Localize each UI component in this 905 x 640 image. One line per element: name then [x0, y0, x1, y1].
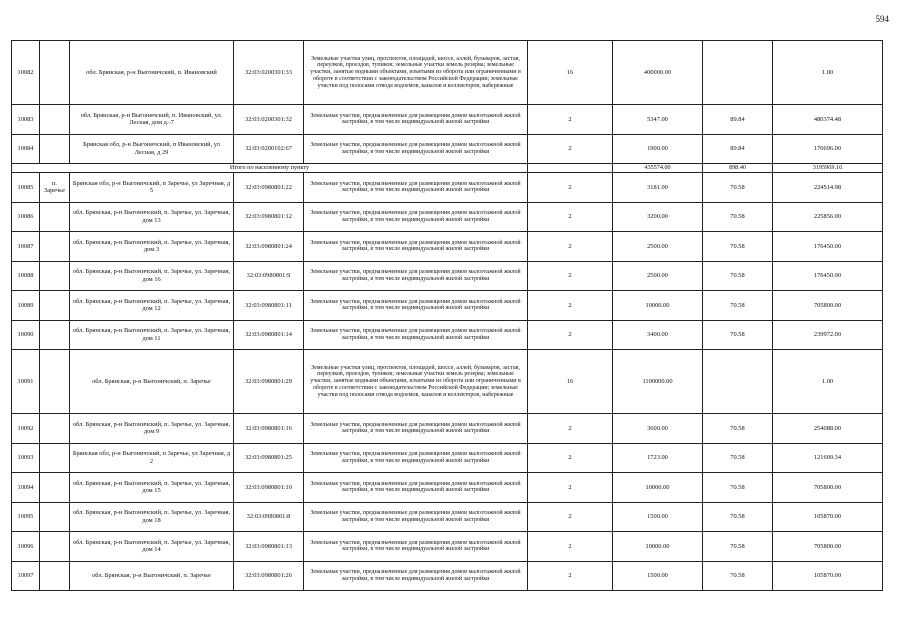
cell-region [40, 532, 70, 562]
cell-cadastral-value: 105870.00 [773, 561, 883, 591]
cell-address: Брянская обл, р-н Выгоничский, п Заречье, ул Заречная, д 5 [70, 173, 234, 203]
cell-land-use: Земельные участки, предназначенные для размещения домов малоэтажной жилой застройки, в том числе индивидуальной жилой застройки [304, 320, 528, 350]
total-rate: 898.40 [703, 164, 773, 173]
cell-land-use: Земельные участки, предназначенные для размещения домов малоэтажной жилой застройки, в том числе индивидуальной жилой застройки [304, 414, 528, 444]
cell-address: обл. Брянская, р-н Выгоничский, п. Заречье, ул. Заречная, дом 3 [70, 232, 234, 262]
cell-region [40, 232, 70, 262]
cell-rate: 70.58 [703, 261, 773, 291]
cell-cadastral-number: 32:03:0980801:24 [234, 232, 304, 262]
cell-use-code: 2 [528, 473, 613, 503]
cell-area: 10000.00 [613, 532, 703, 562]
table-row [12, 532, 883, 562]
cell-cadastral-value: 480374.48 [773, 105, 883, 135]
cell-region [40, 320, 70, 350]
cell-cadastral-number: 32:03:0200301:32 [234, 105, 304, 135]
cell-land-use: Земельные участки, предназначенные для размещения домов малоэтажной жилой застройки, в том числе индивидуальной жилой застройки [304, 173, 528, 203]
cell-use-code: 2 [528, 291, 613, 321]
cell-cadastral-number: 32:03:0980801:10 [234, 473, 304, 503]
cell-cadastral-value: 705800.00 [773, 473, 883, 503]
total-area: 435574.00 [613, 164, 703, 173]
cell-region [40, 473, 70, 503]
cell-cadastral-number: 32:03:0980801:9 [234, 261, 304, 291]
table-row [12, 443, 883, 473]
cell-cadastral-value: 705800.00 [773, 291, 883, 321]
cell-use-code: 2 [528, 173, 613, 203]
cell-address: Брянская обл, р-н Выгоничский, п Заречье, ул Заречная, д 2 [70, 443, 234, 473]
cell-cadastral-value: 224514.98 [773, 173, 883, 203]
cell-cadastral-number: 32:03:0200102:67 [234, 134, 304, 164]
table-row [12, 291, 883, 321]
total-label: Итого по населенному пункту [12, 164, 528, 173]
cell-address: обл. Брянская, р-н Выгоничский, п. Заречье [70, 350, 234, 414]
cell-area: 3200.00 [613, 202, 703, 232]
cell-address: обл. Брянская, р-н Выгоничский, п. Заречье, ул. Заречная, дом 18 [70, 502, 234, 532]
table-row [12, 561, 883, 591]
cell-cadastral-number: 32:03:0980801:22 [234, 173, 304, 203]
cell-address: обл. Брянская, р-н Выгоничский, п. Ивановский, ул. Лесная, дом д.-7 [70, 105, 234, 135]
cell-record-id: 10085 [12, 173, 40, 203]
cell-record-id: 10090 [12, 320, 40, 350]
cell-record-id: 10095 [12, 502, 40, 532]
cell-area: 1100000.00 [613, 350, 703, 414]
cell-cadastral-value: 176450.00 [773, 232, 883, 262]
cell-land-use: Земельные участки, предназначенные для размещения домов малоэтажной жилой застройки, в том числе индивидуальной жилой застройки [304, 443, 528, 473]
cell-area: 1900.00 [613, 134, 703, 164]
cell-area: 3600.00 [613, 414, 703, 444]
table-row [12, 414, 883, 444]
cell-record-id: 10094 [12, 473, 40, 503]
cell-land-use: Земельные участки, предназначенные для размещения домов малоэтажной жилой застройки, в том числе индивидуальной жилой застройки [304, 134, 528, 164]
cell-rate: 70.58 [703, 173, 773, 203]
total-row [12, 164, 883, 173]
cell-area: 10000.00 [613, 291, 703, 321]
cell-use-code: 2 [528, 320, 613, 350]
cell-address: Брянская обл, р-н Выгоничский, п Ивановский, ул Лесная, д 29 [70, 134, 234, 164]
table-row [12, 134, 883, 164]
cell-rate: 70.58 [703, 532, 773, 562]
cell-area: 3400.00 [613, 320, 703, 350]
cell-cadastral-number: 32:03:0980801:13 [234, 532, 304, 562]
cell-area: 2500.00 [613, 261, 703, 291]
land-registry-table [11, 40, 883, 591]
cell-region [40, 561, 70, 591]
cell-cadastral-number: 32:03:0980801:16 [234, 414, 304, 444]
table-row [12, 502, 883, 532]
cell-use-code: 2 [528, 202, 613, 232]
cell-address: обл. Брянская, р-н Выгоничский, п. Заречье, ул. Заречная, дом 13 [70, 202, 234, 232]
cell-cadastral-value: 1.00 [773, 41, 883, 105]
cell-record-id: 10083 [12, 105, 40, 135]
cell-rate: 70.58 [703, 443, 773, 473]
cell-rate: 70.58 [703, 561, 773, 591]
cell-address: обл. Брянская, р-н Выгоничский, п. Заречье [70, 561, 234, 591]
cell-record-id: 10088 [12, 261, 40, 291]
cell-record-id: 10082 [12, 41, 40, 105]
cell-area: 2500.00 [613, 232, 703, 262]
table-row [12, 105, 883, 135]
table-row [12, 232, 883, 262]
table-row [12, 41, 883, 105]
cell-address: обл. Брянская, р-н Выгоничский, п. Заречье, ул. Заречная, дом 16 [70, 261, 234, 291]
cell-address: обл. Брянская, р-н Выгоничский, п. Заречье, ул. Заречная, дом 9 [70, 414, 234, 444]
cell-area: 5347.00 [613, 105, 703, 135]
cell-use-code: 2 [528, 532, 613, 562]
cell-rate: 70.58 [703, 291, 773, 321]
table-row [12, 261, 883, 291]
cell-cadastral-number: 32:03:0980801:8 [234, 502, 304, 532]
cell-region [40, 41, 70, 105]
cell-area: 1723.00 [613, 443, 703, 473]
table-row [12, 473, 883, 503]
cell-area: 400000.00 [613, 41, 703, 105]
cell-rate [703, 350, 773, 414]
cell-land-use: Земельные участки, предназначенные для размещения домов малоэтажной жилой застройки, в том числе индивидуальной жилой застройки [304, 561, 528, 591]
cell-land-use: Земельные участки, предназначенные для размещения домов малоэтажной жилой застройки, в том числе индивидуальной жилой застройки [304, 502, 528, 532]
cell-land-use: Земельные участки, предназначенные для размещения домов малоэтажной жилой застройки, в том числе индивидуальной жилой застройки [304, 291, 528, 321]
cell-region: п. Заречье [40, 173, 70, 203]
cell-area: 1500.00 [613, 561, 703, 591]
cell-use-code: 2 [528, 443, 613, 473]
cell-land-use: Земельные участки, предназначенные для размещения домов малоэтажной жилой застройки, в том числе индивидуальной жилой застройки [304, 261, 528, 291]
cell-rate: 70.58 [703, 502, 773, 532]
cell-use-code: 2 [528, 134, 613, 164]
cell-record-id: 10084 [12, 134, 40, 164]
cell-region [40, 134, 70, 164]
cell-use-code: 2 [528, 105, 613, 135]
cell-cadastral-number: 32:03:0980801:12 [234, 202, 304, 232]
cell-land-use: Земельные участки, предназначенные для размещения домов малоэтажной жилой застройки, в том числе индивидуальной жилой застройки [304, 202, 528, 232]
cell-cadastral-number: 32:03:0200301:33 [234, 41, 304, 105]
cell-rate: 70.58 [703, 232, 773, 262]
cell-cadastral-value: 254088.00 [773, 414, 883, 444]
cell-record-id: 10096 [12, 532, 40, 562]
cell-rate [703, 41, 773, 105]
cell-rate: 70.58 [703, 473, 773, 503]
cell-cadastral-value: 105870.00 [773, 502, 883, 532]
cell-region [40, 202, 70, 232]
cell-land-use: Земельные участки улиц, проспектов, площадей, шоссе, аллей, бульваров, застав, переулков, проездов, тупиков; земельные участки земель резерва; земельные участки, занятые водными объектами, изъятыми из оборота или ограниченными в обороте в соответствии с законодательством Российской Федерации; земельные участки под полосами отвода водоемов, каналов и коллекторов, набережные [304, 41, 528, 105]
cell-land-use: Земельные участки, предназначенные для размещения домов малоэтажной жилой застройки, в том числе индивидуальной жилой застройки [304, 532, 528, 562]
total-value: 3195969.16 [773, 164, 883, 173]
cell-rate: 70.58 [703, 414, 773, 444]
cell-record-id: 10091 [12, 350, 40, 414]
cell-region [40, 291, 70, 321]
cell-cadastral-number: 32:03:0980801:25 [234, 443, 304, 473]
cell-land-use: Земельные участки улиц, проспектов, площадей, шоссе, аллей, бульваров, застав, переулков, проездов, тупиков; земельные участки земель резерва; земельные участки, занятые водными объектами, изъятыми из оборота или ограниченными в обороте в соответствии с законодательством Российской Федерации; земельные участки под полосами отвода водоемов, каналов и коллекторов, набережные [304, 350, 528, 414]
cell-rate: 70.58 [703, 202, 773, 232]
cell-address: обл. Брянская, р-н Выгоничский, п. Заречье, ул. Заречная, дом 11 [70, 320, 234, 350]
cell-rate: 89.84 [703, 105, 773, 135]
cell-record-id: 10087 [12, 232, 40, 262]
cell-address: обл. Брянская, р-н Выгоничский, п. Заречье, ул. Заречная, дом 14 [70, 532, 234, 562]
cell-record-id: 10097 [12, 561, 40, 591]
cell-record-id: 10093 [12, 443, 40, 473]
cell-use-code: 2 [528, 502, 613, 532]
cell-land-use: Земельные участки, предназначенные для размещения домов малоэтажной жилой застройки, в том числе индивидуальной жилой застройки [304, 473, 528, 503]
cell-region [40, 414, 70, 444]
cell-rate: 89.84 [703, 134, 773, 164]
table-body-after [12, 173, 883, 591]
cell-cadastral-value: 121609.34 [773, 443, 883, 473]
table-row [12, 202, 883, 232]
cell-cadastral-number: 32:03:0980801:14 [234, 320, 304, 350]
cell-cadastral-value: 1.00 [773, 350, 883, 414]
cell-region [40, 350, 70, 414]
cell-land-use: Земельные участки, предназначенные для размещения домов малоэтажной жилой застройки, в том числе индивидуальной жилой застройки [304, 232, 528, 262]
cell-address: обл. Брянская, р-н Выгоничский, п. Заречье, ул. Заречная, дом 15 [70, 473, 234, 503]
cell-region [40, 502, 70, 532]
cell-rate: 70.58 [703, 320, 773, 350]
cell-use-code: 2 [528, 561, 613, 591]
table-row [12, 173, 883, 203]
cell-area: 1500.00 [613, 502, 703, 532]
cell-address: обл. Брянская, р-н Выгоничский, п. Ивановский [70, 41, 234, 105]
cell-cadastral-value: 239972.00 [773, 320, 883, 350]
cell-use-code: 16 [528, 41, 613, 105]
cell-record-id: 10089 [12, 291, 40, 321]
cell-cadastral-number: 32:03:0980801:29 [234, 350, 304, 414]
cell-cadastral-value: 225856.00 [773, 202, 883, 232]
cell-use-code: 2 [528, 261, 613, 291]
cell-cadastral-value: 705800.00 [773, 532, 883, 562]
cell-use-code: 2 [528, 414, 613, 444]
cell-use-code: 2 [528, 232, 613, 262]
cell-use-code: 16 [528, 350, 613, 414]
cell-address: обл. Брянская, р-н Выгоничский, п. Заречье, ул. Заречная, дом 12 [70, 291, 234, 321]
page-number: 594 [875, 14, 889, 24]
cell-area: 10000.00 [613, 473, 703, 503]
cell-record-id: 10092 [12, 414, 40, 444]
cell-area: 3181.00 [613, 173, 703, 203]
table-body-before [12, 41, 883, 164]
cell-cadastral-value: 176450.00 [773, 261, 883, 291]
total-spacer [528, 164, 613, 173]
cell-cadastral-number: 32:03:0980801:26 [234, 561, 304, 591]
cell-land-use: Земельные участки, предназначенные для размещения домов малоэтажной жилой застройки, в том числе индивидуальной жилой застройки [304, 105, 528, 135]
cell-cadastral-number: 32:03:0980801:11 [234, 291, 304, 321]
table-row [12, 350, 883, 414]
cell-region [40, 443, 70, 473]
cell-region [40, 105, 70, 135]
table-row [12, 320, 883, 350]
cell-cadastral-value: 170696.00 [773, 134, 883, 164]
cell-region [40, 261, 70, 291]
table-body-total [12, 164, 883, 173]
cell-record-id: 10086 [12, 202, 40, 232]
